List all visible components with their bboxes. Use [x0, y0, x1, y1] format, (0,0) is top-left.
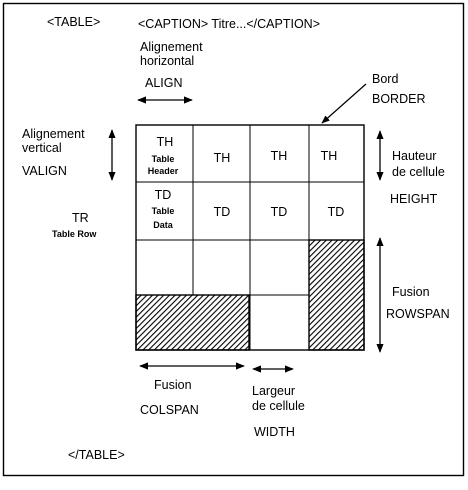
border-label: BORDER: [372, 92, 426, 106]
height-title-1: Hauteur: [392, 149, 437, 163]
height-title-2: de cellule: [392, 165, 445, 179]
table-close-tag: </TABLE>: [68, 448, 125, 462]
tr-label: TR: [72, 211, 89, 225]
rowspan-title: Fusion: [392, 285, 430, 299]
cell-td-2: TD: [213, 205, 231, 219]
cell-td-1-sub2: Data: [153, 220, 173, 230]
width-title-1: Largeur: [252, 384, 296, 398]
cell-td-1: TD: [154, 188, 172, 202]
border-arrow: [322, 84, 366, 123]
cell-th-1-sub1: Table: [151, 154, 175, 164]
cell-th-3: TH: [270, 149, 288, 163]
cell-th-4: TH: [320, 149, 338, 163]
valign-label: VALIGN: [22, 164, 67, 178]
valign-title-2: vertical: [22, 141, 62, 155]
colspan-title: Fusion: [154, 378, 192, 392]
valign-title-1: Alignement: [22, 127, 85, 141]
cell-th-1-sub2: Header: [147, 166, 179, 176]
rowspan-cell: [309, 240, 364, 350]
cell-td-1-sub1: Table: [151, 206, 175, 216]
colspan-label: COLSPAN: [140, 403, 199, 417]
bord-label: Bord: [372, 72, 399, 86]
tr-sub-label: Table Row: [52, 229, 97, 239]
table-open-tag: <TABLE>: [47, 15, 101, 29]
cell-td-4: TD: [327, 205, 345, 219]
colspan-cell: [136, 295, 249, 350]
width-title-2: de cellule: [252, 399, 305, 413]
cell-td-3: TD: [270, 205, 288, 219]
cell-th-2: TH: [213, 151, 231, 165]
align-label: ALIGN: [145, 76, 183, 90]
align-title-2: horizontal: [140, 54, 195, 68]
caption-tag: <CAPTION> Titre...</CAPTION>: [138, 17, 320, 31]
width-label: WIDTH: [254, 425, 295, 439]
cell-th-1: TH: [156, 135, 174, 149]
align-title-1: Alignement: [140, 40, 203, 54]
rowspan-label: ROWSPAN: [386, 307, 450, 321]
height-label: HEIGHT: [390, 192, 438, 206]
